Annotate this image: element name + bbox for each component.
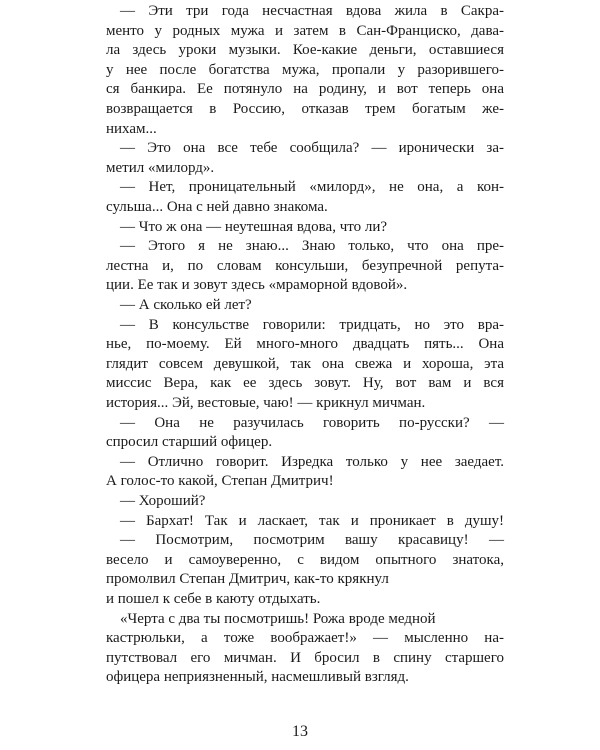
text-line: — Хороший? <box>120 493 206 509</box>
text-line: — Это она все тебе сообщила? — иронически за- <box>120 140 504 157</box>
text-line: путствовал его мичман. И бросил в спину старшего <box>106 649 504 666</box>
text-line: у нее после богатства мужа, пропали у разорившего- <box>106 61 504 78</box>
text-line: ции. Ее так и зовут здесь «мраморной вдовой». <box>106 277 408 294</box>
text-line: — Отлично говорит. Изредка только у нее заедает. <box>120 453 504 470</box>
text-line: «Черта с два ты посмотришь! Рожа вроде медной <box>120 610 436 627</box>
text-line: кастрюльки, а тоже воображает!» — мысленно на- <box>106 630 504 647</box>
text-line: возвращается в Россию, отказав трем богатым же- <box>106 101 504 117</box>
text-line: промолвил Степан Дмитрич, как-то крякнул <box>106 571 389 588</box>
text-line: сульша... Она с ней давно знакома. <box>106 199 328 215</box>
text-line: — Она не разучилась говорить по-русски? — <box>120 414 504 431</box>
text-line: офицера неприязненный, насмешливый взгляд. <box>106 669 409 686</box>
text-line: — Этого я не знаю... Знаю только, что она пре- <box>120 238 504 255</box>
text-line: весело и самоуверенно, с видом опытного знатока, <box>106 551 504 568</box>
text-line: — Посмотрим, посмотрим вашу красавицу! — <box>120 532 504 549</box>
text-line: — Эти три года несчастная вдова жила в Сакра- <box>120 3 504 19</box>
text-line: — В консульстве говорили: тридцать, но это вра- <box>120 316 504 333</box>
text-line: — Что ж она — неутешная вдова, что ли? <box>120 218 388 235</box>
page-number: 13 <box>292 723 308 740</box>
text-line: нихам... <box>106 120 157 137</box>
text-line: нье, по-моему. Ей много-много двадцать пять... Она <box>106 336 504 353</box>
text-line: ся банкира. Ее потянуло на родину, и вот теперь она <box>106 81 504 98</box>
text-line: миссис Вера, как ее здесь зовут. Ну, вот вам и вся <box>106 375 504 392</box>
text-line: А голос-то какой, Степан Дмитрич! <box>106 473 334 490</box>
text-line: метил «милорд». <box>106 159 215 176</box>
text-line: глядит совсем девушкой, так она свежа и хороша, эта <box>106 355 504 372</box>
text-line: — А сколько ей лет? <box>120 297 252 313</box>
text-line: лестна и, по словам консульши, безупречной репута- <box>106 257 504 274</box>
text-line: — Бархат! Так и ласкает, так и проникает в душу! <box>120 512 504 529</box>
text-line: история... Эй, вестовые, чаю! — крикнул мичман. <box>106 395 426 411</box>
text-line: спросил старший офицер. <box>106 434 273 451</box>
text-line: и пошел к себе в каюту отдыхать. <box>106 591 321 607</box>
text-line: менто у родных мужа и затем в Сан-Франциско, дава- <box>106 22 504 39</box>
text-line: ла здесь уроки музыки. Кое-какие деньги, оставшиеся <box>106 42 504 59</box>
text-line: — Нет, проницательный «милорд», не она, а кон- <box>120 179 504 196</box>
